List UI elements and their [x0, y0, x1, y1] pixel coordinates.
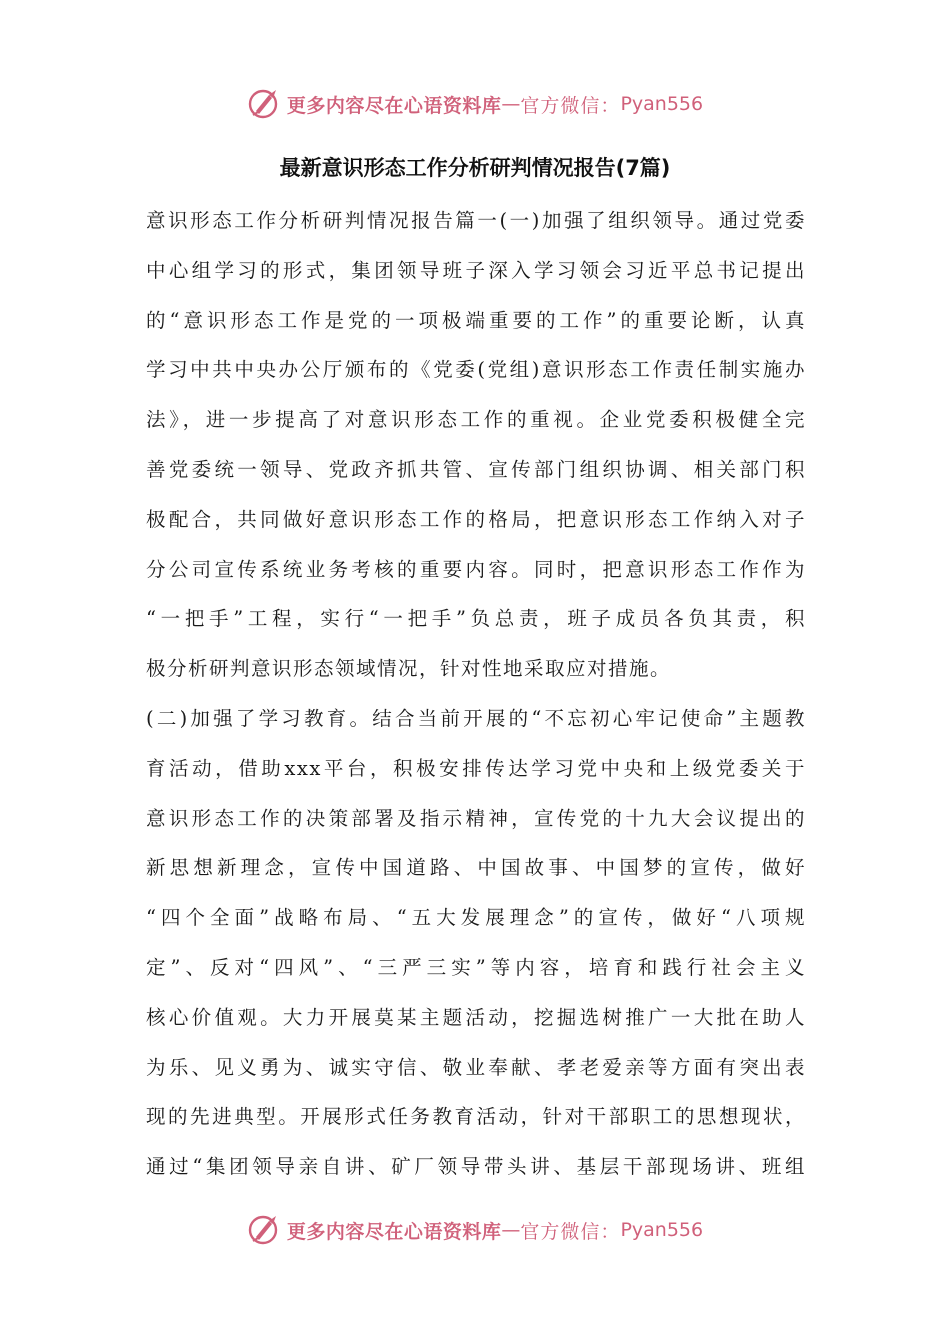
- footer-watermark-banner: [0, 1210, 950, 1250]
- body-line: 育活动，借助xxx平台，积极安排传达学习党中央和上级党委关于: [146, 756, 806, 780]
- banner-wechat-id: Pyan556: [620, 1219, 704, 1241]
- banner-sub-text: 官方微信：: [520, 94, 621, 117]
- document-title: 最新意识形态工作分析研判情况报告(7篇): [279, 156, 671, 180]
- quill-logo-icon: [247, 87, 281, 121]
- body-line: 的“意识形态工作是党的一项极端重要的工作”的重要论断，认真: [146, 308, 806, 332]
- body-line: 定”、反对“四风”、“三严三实”等内容，培育和践行社会主义: [146, 955, 806, 979]
- body-line: 通过“集团领导亲自讲、矿厂领导带头讲、基层干部现场讲、班组: [146, 1155, 806, 1179]
- body-line: 善党委统一领导、党政齐抓共管、宣传部门组织协调、相关部门积: [146, 457, 806, 481]
- body-line: 分公司宣传系统业务考核的重要内容。同时，把意识形态工作作为: [146, 557, 806, 581]
- body-line: 核心价值观。大力开展莫某主题活动，挖掘选树推广一大批在助人: [146, 1005, 806, 1029]
- banner-dash: —: [501, 1219, 521, 1241]
- body-line: 意识形态工作分析研判情况报告篇一(一)加强了组织领导。通过党委: [146, 209, 806, 232]
- banner-wechat-id: Pyan556: [620, 93, 704, 115]
- banner-main-text: 更多内容尽在心语资料库: [286, 94, 502, 117]
- document-body: [146, 196, 806, 1192]
- body-line: 中心组学习的形式，集团领导班子深入学习领会习近平总书记提出: [146, 258, 806, 282]
- banner-sub-text: 官方微信：: [520, 1220, 621, 1243]
- body-line: 意识形态工作的决策部署及指示精神，宣传党的十九大会议提出的: [146, 806, 806, 830]
- banner-main-text: 更多内容尽在心语资料库: [286, 1220, 502, 1243]
- banner-dash: —: [501, 93, 521, 115]
- body-line: 极配合，共同做好意识形态工作的格局，把意识形态工作纳入对子: [146, 507, 806, 531]
- body-line: 学习中共中央办公厅颁布的《党委(党组)意识形态工作责任制实施办: [146, 358, 806, 382]
- quill-logo-icon: [247, 1213, 281, 1247]
- body-line: “四个全面”战略布局、“五大发展理念”的宣传，做好“八项规: [146, 906, 806, 930]
- body-line: 现的先进典型。开展形式任务教育活动，针对干部职工的思想现状，: [146, 1105, 806, 1129]
- body-line: (二)加强了学习教育。结合当前开展的“不忘初心牢记使命”主题教: [146, 706, 806, 730]
- body-line: 法》，进一步提高了对意识形态工作的重视。企业党委积极健全完: [146, 408, 806, 432]
- body-line: “一把手”工程，实行“一把手”负总责，班子成员各负其责，积: [146, 607, 806, 631]
- body-line: 为乐、见义勇为、诚实守信、敬业奉献、孝老爱亲等方面有突出表: [146, 1055, 806, 1079]
- header-watermark-banner: [0, 84, 950, 124]
- body-line: 新思想新理念，宣传中国道路、中国故事、中国梦的宣传，做好: [146, 856, 806, 880]
- body-line: 极分析研判意识形态领域情况，针对性地采取应对措施。: [146, 657, 672, 681]
